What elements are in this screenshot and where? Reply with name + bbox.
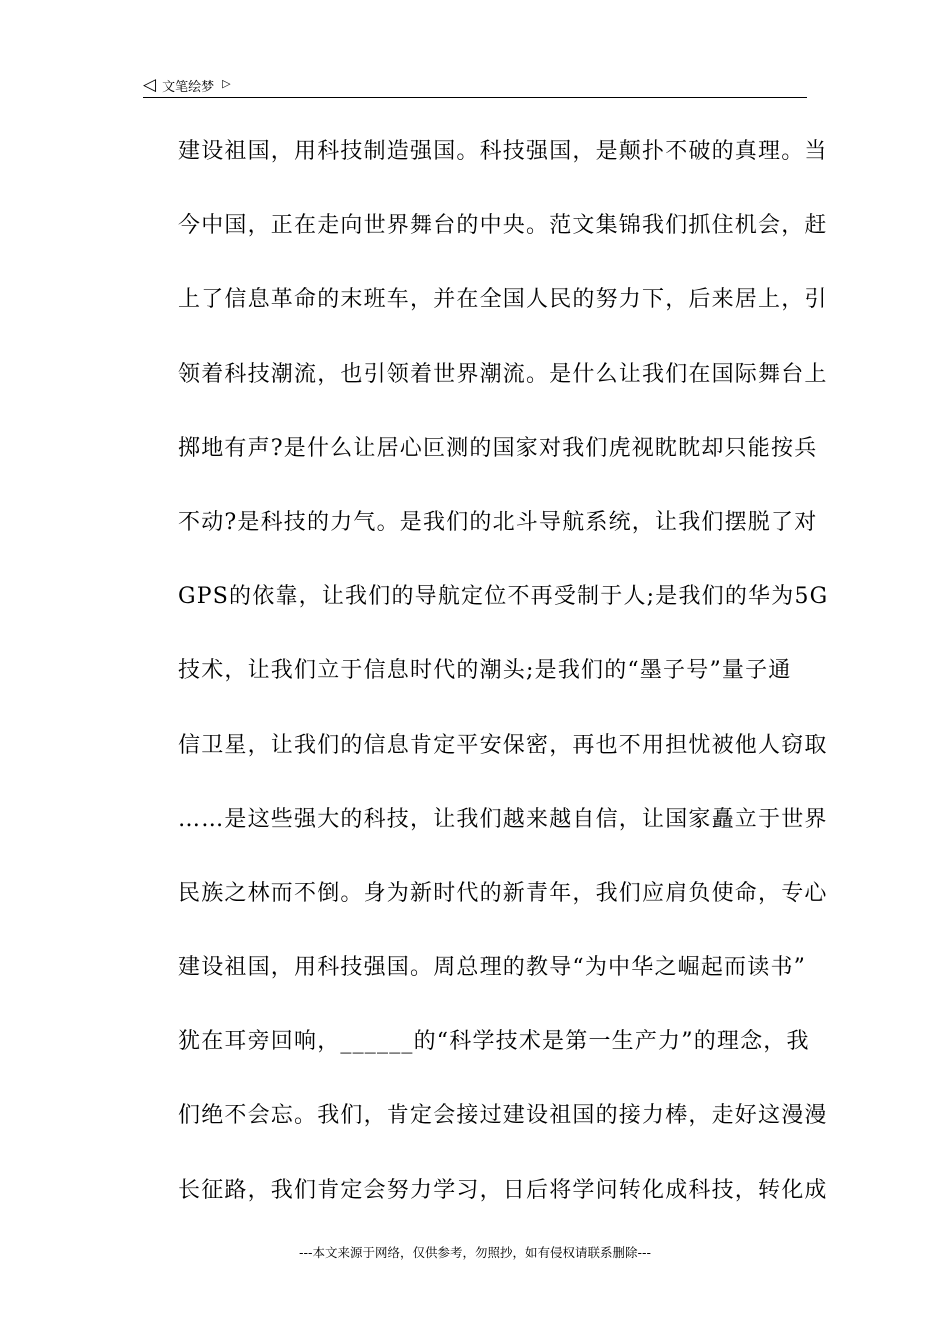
text-line: 们绝不会忘。我们，肯定会接过建设祖国的接力棒，走好这漫漫: [178, 1103, 828, 1129]
text-line: 技术，让我们立于信息时代的潮头;是我们的“墨子号”量子通: [178, 658, 792, 684]
text-line: 建设祖国，用科技强国。周总理的教导“为中华之崛起而读书”: [178, 955, 807, 981]
text-line: 信卫星，让我们的信息肯定平安保密，再也不用担忧被他人窃取: [178, 732, 828, 758]
text-line: 今中国，正在走向世界舞台的中央。范文集锦我们抓住机会，赶: [178, 213, 828, 239]
triangle-left-icon: ◁: [143, 74, 157, 95]
page-footer: ---本文来源于网络，仅供参考，勿照抄，如有侵权请联系删除---: [298, 1245, 652, 1260]
page-header: [143, 74, 231, 96]
text-line: 长征路，我们肯定会努力学习，日后将学问转化成科技，转化成: [178, 1177, 828, 1203]
document-body: [178, 122, 829, 1235]
text-line: GPS的依靠，让我们的导航定位不再受制于人;是我们的华为5G: [178, 584, 829, 610]
text-line: ……是这些强大的科技，让我们越来越自信，让国家矗立于世界: [178, 806, 828, 832]
text-line: 犹在耳旁回响，______的“科学技术是第一生产力”的理念，我: [178, 1029, 810, 1055]
text-line: 民族之林而不倒。身为新时代的新青年，我们应肩负使命，专心: [178, 880, 828, 906]
text-line: 上了信息革命的末班车，并在全国人民的努力下，后来居上，引: [178, 287, 828, 313]
header-rule: [143, 97, 807, 98]
header-title: 文笔绘梦: [162, 79, 215, 95]
text-line: 建设祖国，用科技制造强国。科技强国，是颠扑不破的真理。当: [178, 139, 828, 164]
text-line: 不动?是科技的力气。是我们的北斗导航系统，让我们摆脱了对: [178, 509, 818, 535]
triangle-right-icon: ▷: [222, 76, 231, 90]
text-line: 领着科技潮流，也引领着世界潮流。是什么让我们在国际舞台上: [178, 361, 828, 387]
text-line: 掷地有声?是什么让居心叵测的国家对我们虎视眈眈却只能按兵: [178, 435, 818, 461]
